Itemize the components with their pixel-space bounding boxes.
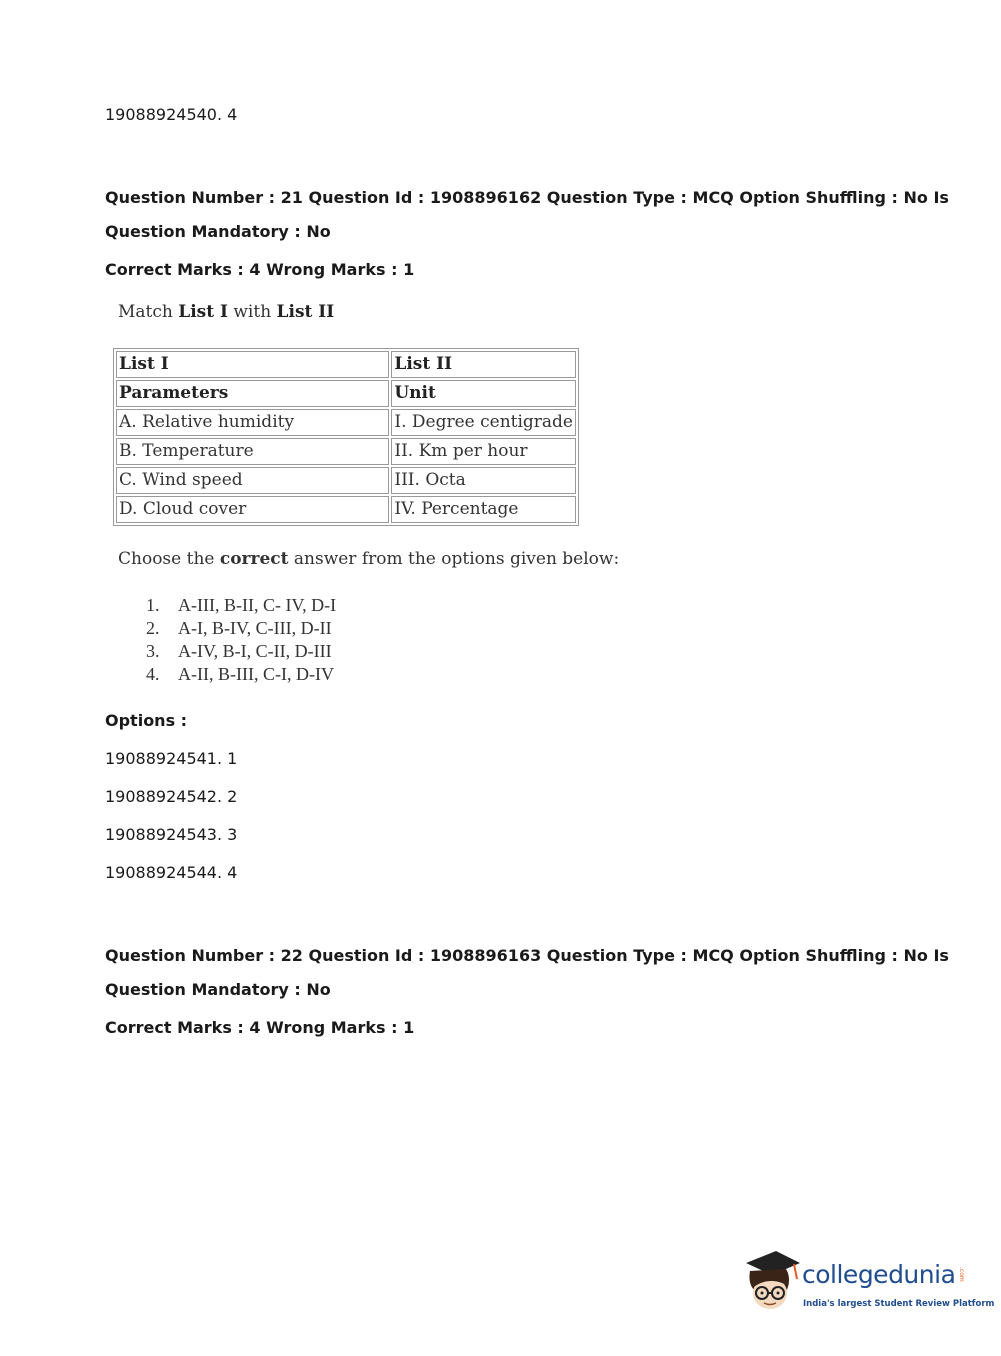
question-21-mandatory: Question Mandatory : No bbox=[105, 222, 331, 241]
answer-text: A-II, B-III, C-I, D-IV bbox=[178, 664, 334, 684]
list-item bbox=[146, 594, 336, 617]
table-cell: I. Degree centigrade bbox=[391, 409, 576, 436]
brand-tagline: India's largest Student Review Platform bbox=[803, 1299, 995, 1309]
option-line: 19088924544. 4 bbox=[105, 863, 238, 882]
answer-number: 1. bbox=[146, 595, 160, 615]
table-header-row bbox=[116, 351, 576, 378]
table-cell: List I bbox=[116, 351, 389, 378]
table-cell: III. Octa bbox=[391, 467, 576, 494]
answer-text: A-IV, B-I, C-II, D-III bbox=[178, 641, 332, 661]
option-line: 19088924542. 2 bbox=[105, 787, 238, 806]
list-item bbox=[146, 640, 336, 663]
options-label: Options : bbox=[105, 711, 188, 730]
question-21-marks: Correct Marks : 4 Wrong Marks : 1 bbox=[105, 260, 415, 279]
table-cell: B. Temperature bbox=[116, 438, 389, 465]
list-item bbox=[146, 663, 336, 686]
table-cell: Unit bbox=[391, 380, 576, 407]
brand-name: collegedunia bbox=[802, 1260, 956, 1289]
mascot-icon bbox=[742, 1249, 800, 1315]
table-row bbox=[116, 438, 576, 465]
option-line: 19088924543. 3 bbox=[105, 825, 238, 844]
question-21-header: Question Number : 21 Question Id : 1908896162 Question Type : MCQ Option Shuffling : No Is bbox=[105, 188, 949, 207]
match-instruction: Match List I with List II bbox=[118, 302, 335, 322]
question-22-marks: Correct Marks : 4 Wrong Marks : 1 bbox=[105, 1018, 415, 1037]
answer-text: A-I, B-IV, C-III, D-II bbox=[178, 618, 332, 638]
question-22-header: Question Number : 22 Question Id : 1908896163 Question Type : MCQ Option Shuffling : No Is bbox=[105, 946, 949, 965]
table-subheader-row bbox=[116, 380, 576, 407]
answer-number: 4. bbox=[146, 664, 160, 684]
answer-number: 2. bbox=[146, 618, 160, 638]
match-table bbox=[113, 348, 579, 526]
option-line: 19088924541. 1 bbox=[105, 749, 238, 768]
previous-option-line: 19088924540. 4 bbox=[105, 105, 238, 124]
table-row bbox=[116, 409, 576, 436]
table-cell: IV. Percentage bbox=[391, 496, 576, 523]
table-cell: II. Km per hour bbox=[391, 438, 576, 465]
table-cell: C. Wind speed bbox=[116, 467, 389, 494]
table-cell: D. Cloud cover bbox=[116, 496, 389, 523]
table-cell: A. Relative humidity bbox=[116, 409, 389, 436]
table-cell: Parameters bbox=[116, 380, 389, 407]
choose-instruction: Choose the correct answer from the options given below: bbox=[118, 549, 620, 569]
answer-text: A-III, B-II, C- IV, D-I bbox=[178, 595, 337, 615]
question-22-mandatory: Question Mandatory : No bbox=[105, 980, 331, 999]
list-item bbox=[146, 617, 336, 640]
answer-choices-list bbox=[146, 594, 336, 686]
table-row bbox=[116, 496, 576, 523]
collegedunia-logo bbox=[742, 1249, 995, 1321]
answer-number: 3. bbox=[146, 641, 160, 661]
table-cell: List II bbox=[391, 351, 576, 378]
brand-domain-suffix: .com bbox=[958, 1267, 965, 1282]
table-row bbox=[116, 467, 576, 494]
